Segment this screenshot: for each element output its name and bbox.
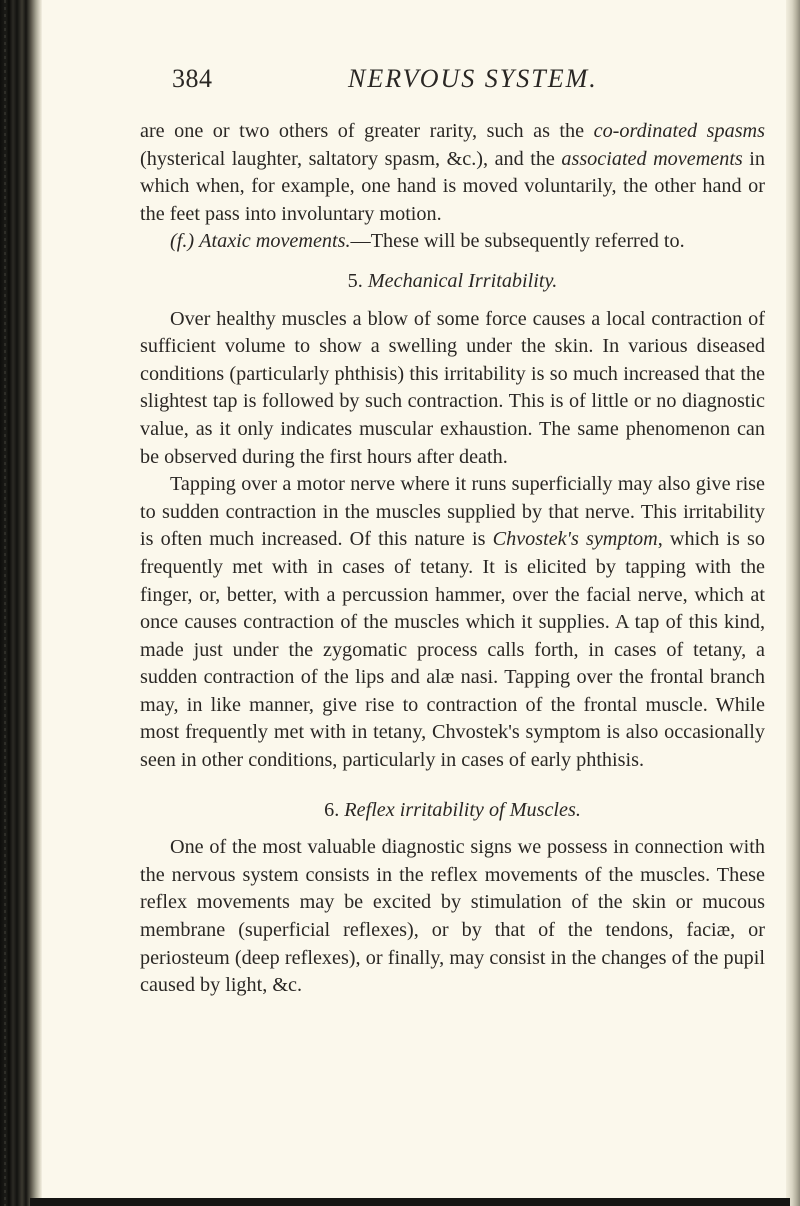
page-edge-right (786, 0, 800, 1206)
text-run: , which is so frequently met with in cases of tetany. It is elicited by tapping with the finger, or, better, with a percussion hammer, over the facial nerve, which at once causes contraction of the muscles which it supplies. A tap of this kind, made just under the zygomatic process calls forth, in cases of tetany, a sudden contraction of the lips and alæ nasi. Tapping over the frontal branch may, in like manner, give rise to contraction of the frontal muscle. While most frequently met with in tetany, Chvostek's symptom is also occasionally seen in other conditions, particularly in cases of early phthisis. (140, 528, 765, 772)
paragraph: One of the most valuable diagnostic signs we possess in connection with the nervous system consists in the reflex movements of the muscles. These reflex movements may be excited by stimulation of the skin or mucous membrane (superficial reflexes), or by that of the tendons, faciæ, or periosteum (deep reflexes), or finally, may consist in the changes of the pupil caused by light, &c. (140, 836, 765, 997)
page-number: 384 (172, 64, 213, 93)
paragraph-continuation (140, 118, 765, 228)
text-run: in which when, for example, one hand is moved voluntarily, the other hand or the feet pass into involuntary motion. (140, 147, 765, 225)
section-title: Mechanical Irritability. (367, 269, 558, 292)
page-body (140, 118, 765, 1000)
section-heading-5 (140, 268, 765, 296)
book-spine (0, 0, 42, 1206)
text-run: are one or two others of greater rarity, such as the (140, 120, 594, 142)
paragraph: Over healthy muscles a blow of some force causes a local contraction of sufficient volume to show a swelling under the skin. In various diseased conditions (particularly phthisis) this irritability is so much increased that the slightest tap is followed by such contraction. This is of little or no diagnostic value, as it only indicates muscular exhaustion. The same phenomenon can be observed during the first hours after death. (140, 307, 765, 468)
section-heading-6 (140, 797, 765, 825)
paragraph (140, 471, 765, 775)
text-run: Tapping over a motor nerve where it runs superficially may also give rise to sudden contraction in the muscles supplied by that nerve. This irritability is often much increased. Of this nature is (140, 473, 765, 551)
running-title: NERVOUS SYSTEM. (348, 64, 598, 93)
italic-term: Chvostek's symptom (492, 528, 658, 551)
page-header (172, 64, 732, 104)
italic-term: Ataxic movements. (199, 230, 351, 253)
paragraph-ataxic (140, 228, 765, 256)
section-title: Reflex irritability of Muscles. (344, 798, 581, 821)
page-edge-bottom (30, 1198, 790, 1206)
list-marker: (f.) (170, 230, 195, 253)
text-run: —These will be subsequently referred to. (350, 230, 685, 253)
section-number: 5. (347, 269, 363, 292)
text-run: (hysterical laughter, saltatory spasm, &c.), and the (140, 147, 562, 170)
italic-term: co-ordinated spasms (593, 120, 765, 142)
italic-term: associated movements (561, 147, 743, 170)
section-number: 6. (324, 798, 340, 821)
